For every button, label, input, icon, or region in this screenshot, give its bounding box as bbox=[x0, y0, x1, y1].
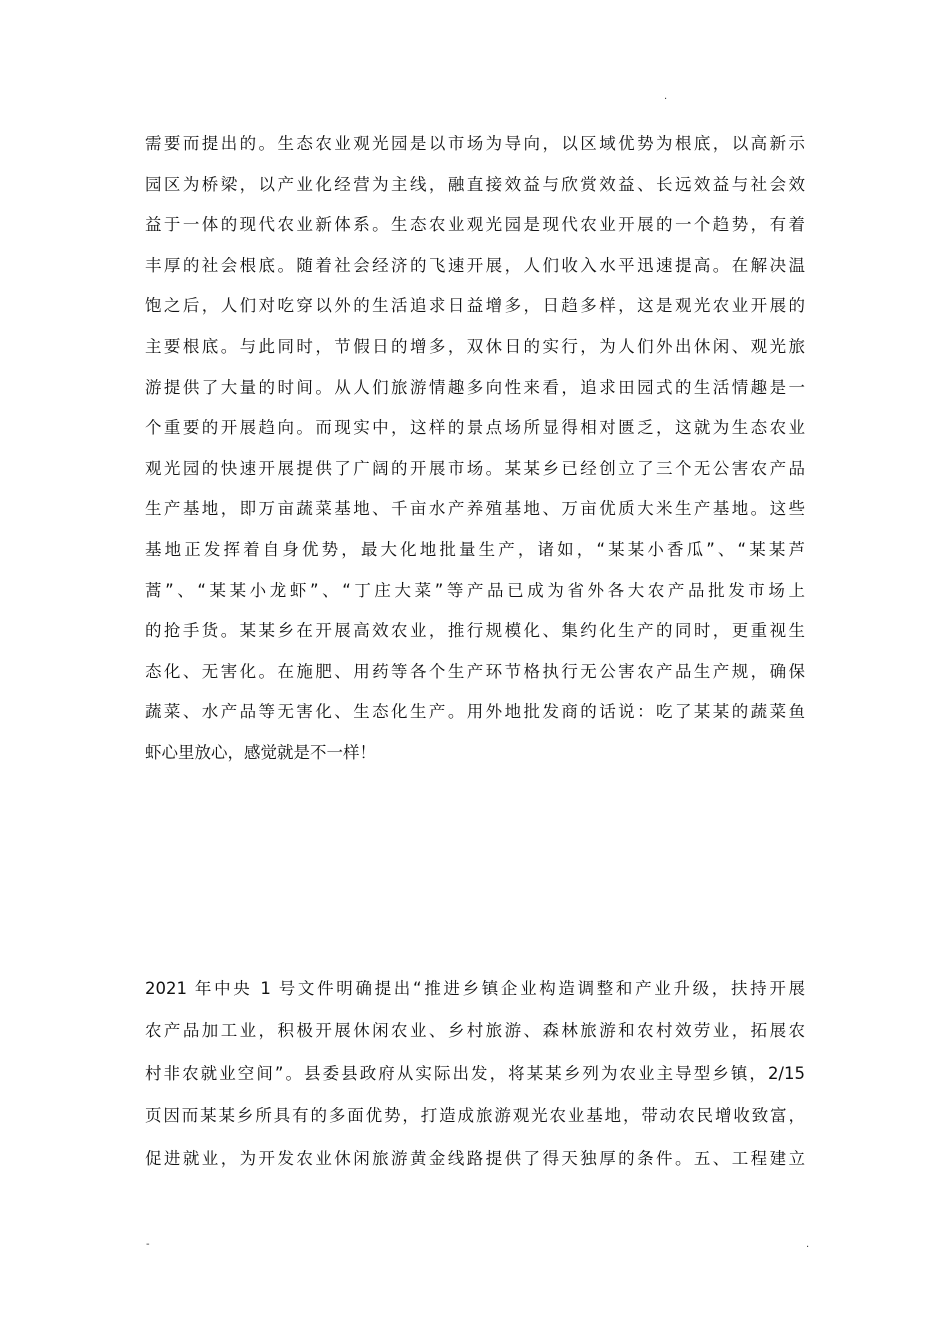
text-line: 页因而某某乡所具有的多面优势，打造成旅游观光农业基地，带动农民增收致富， bbox=[145, 1106, 805, 1126]
text-line: 村非农就业空间”。县委县政府从实际出发，将某某乡列为农业主导型乡镇，2/15 bbox=[145, 1063, 805, 1083]
text-line: 饱之后，人们对吃穿以外的生活追求日益增多，日趋多样，这是观光农业开展的 bbox=[145, 296, 805, 316]
text-line: 游提供了大量的时间。从人们旅游情趣多向性来看，追求田园式的生活情趣是一 bbox=[145, 377, 805, 397]
text-line: 虾心里放心，感觉就是不一样！ bbox=[145, 742, 376, 762]
text-line: 主要根底。与此同时，节假日的增多，双休日的实行，为人们外出休闲、观光旅 bbox=[145, 336, 805, 356]
text-line: 观光园的快速开展提供了广阔的开展市场。某某乡已经创立了三个无公害农产品 bbox=[145, 458, 805, 478]
text-line: 的抢手货。某某乡在开展高效农业，推行规模化、集约化生产的同时，更重视生 bbox=[145, 621, 805, 641]
text-line: 2021 年中央 1 号文件明确提出“推进乡镇企业构造调整和产业升级，扶持开展 bbox=[145, 979, 805, 998]
page-mark-bottom-left: - bbox=[146, 1239, 150, 1250]
paragraph-1 bbox=[145, 124, 805, 774]
text-line: 丰厚的社会根底。随着社会经济的飞速开展，人们收入水平迅速提高。在解决温 bbox=[145, 255, 805, 275]
paragraph-2 bbox=[145, 968, 805, 1180]
page-mark-top-right: . bbox=[664, 91, 668, 102]
text-line: 益于一体的现代农业新体系。生态农业观光园是现代农业开展的一个趋势，有着 bbox=[145, 215, 805, 235]
text-line: 态化、无害化。在施肥、用药等各个生产环节格执行无公害农产品生产规，确保 bbox=[145, 661, 805, 681]
text-line: 蔬菜、水产品等无害化、生态化生产。用外地批发商的话说：吃了某某的蔬菜鱼 bbox=[145, 702, 805, 722]
text-line: 基地正发挥着自身优势，最大化地批量生产，诸如，“某某小香瓜”、“某某芦 bbox=[145, 539, 805, 559]
text-line: 农产品加工业，积极开展休闲农业、乡村旅游、森林旅游和农村效劳业，拓展农 bbox=[145, 1021, 805, 1041]
text-line: 促进就业，为开发农业休闲旅游黄金线路提供了得天独厚的条件。五、工程建立 bbox=[145, 1148, 805, 1168]
text-line: 个重要的开展趋向。而现实中，这样的景点场所显得相对匮乏，这就为生态农业 bbox=[145, 418, 805, 438]
text-line: 需要而提出的。生态农业观光园是以市场为导向，以区域优势为根底，以高新示 bbox=[145, 134, 805, 153]
text-line: 蒿”、“某某小龙虾”、“丁庄大菜”等产品已成为省外各大农产品批发市场上 bbox=[145, 580, 805, 600]
text-line: 园区为桥梁，以产业化经营为主线，融直接效益与欣赏效益、长远效益与社会效 bbox=[145, 174, 805, 194]
page-mark-bottom-right: . bbox=[806, 1239, 810, 1250]
text-line: 生产基地，即万亩蔬菜基地、千亩水产养殖基地、万亩优质大米生产基地。这些 bbox=[145, 499, 805, 519]
